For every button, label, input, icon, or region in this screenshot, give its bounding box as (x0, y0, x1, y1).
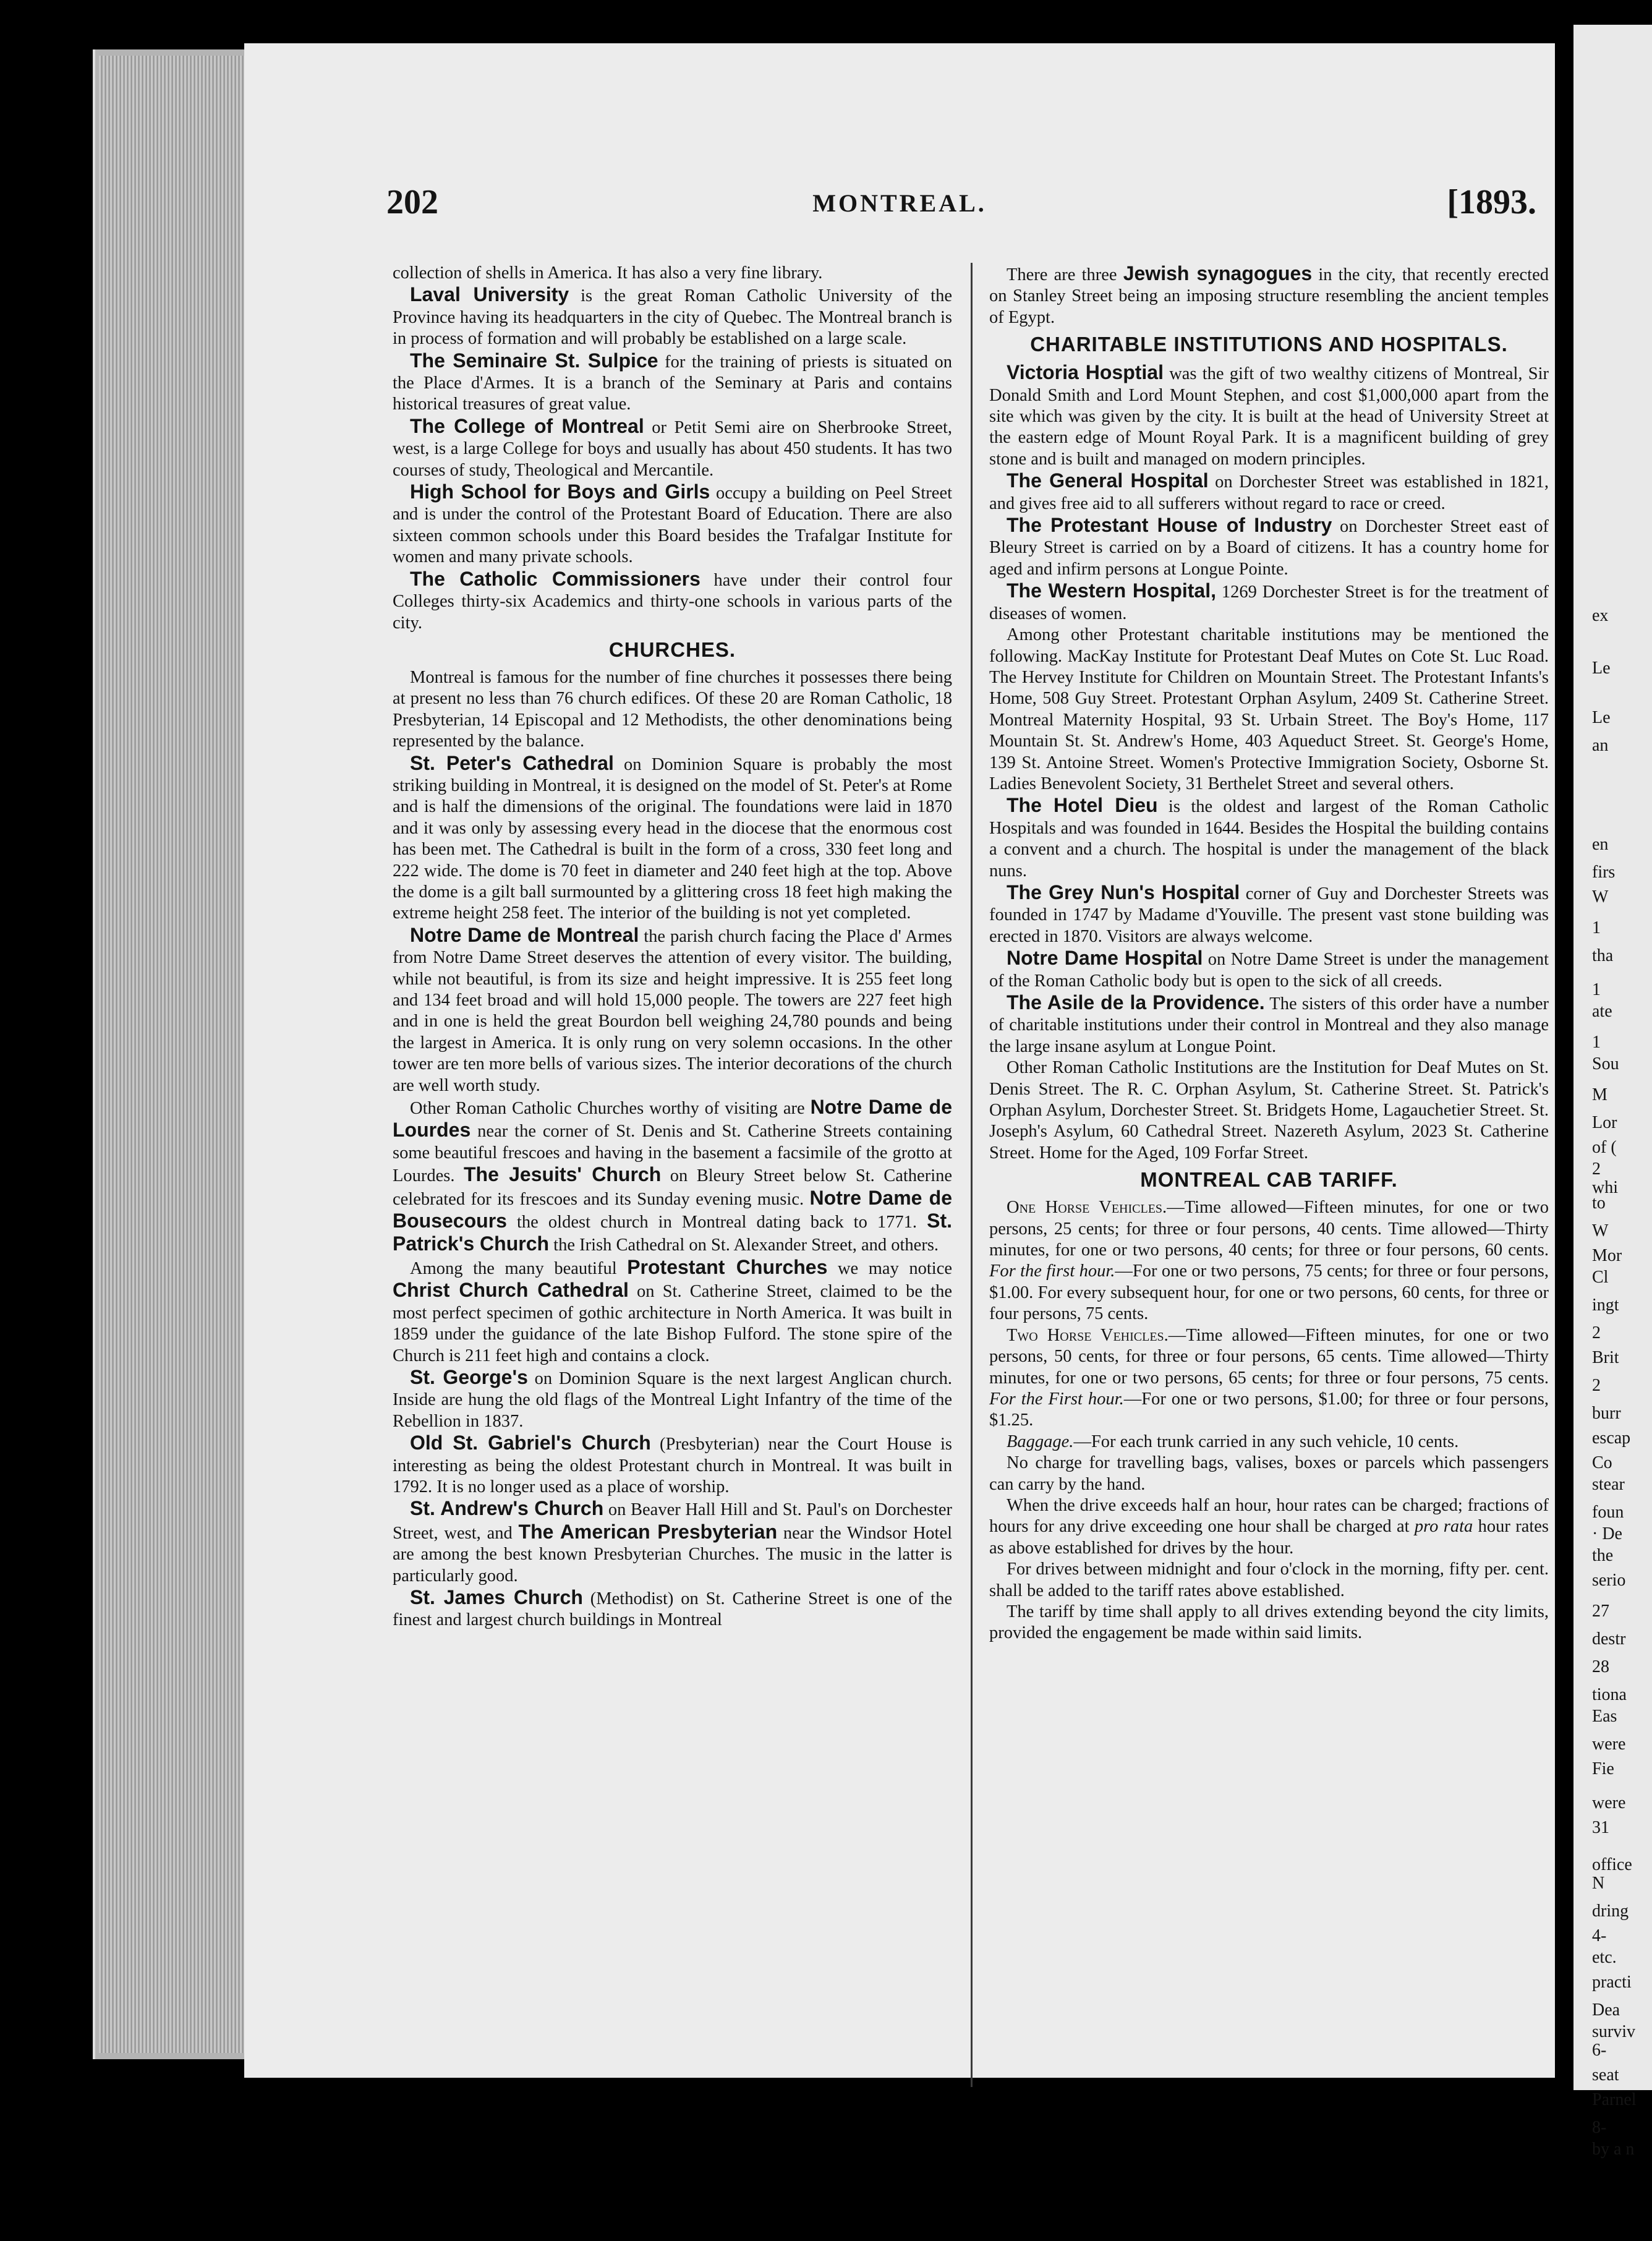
paragraph: Notre Dame Hospital on Notre Dame Street is under the management of the Roman Catholic body but is open to the sick of all creeds. (989, 947, 1549, 991)
facing-page-fragment: stear (1592, 1475, 1625, 1494)
paragraph: One Horse Vehicles.—Time allowed—Fifteen minutes, for one or two persons, 25 cents; for three or four persons, 40 cents. Time allowed—Thirty minutes, for one or two persons, 40 cents; for three or four persons, 60 cents. For the first hour.—For one or two persons, 75 cents; for three or four persons, $1.00. For every subsequent hour, for one or two persons, 60 cents, for three or four persons, 75 cents. (989, 1198, 1549, 1324)
paragraph: High School for Boys and Girls occupy a building on Peel Street and is under the control of the Protestant Board of Education. There are also sixteen common schools under this Board besides the Trafalgar Institute for women and many private schools. (393, 480, 953, 567)
paragraph: The Grey Nun's Hospital corner of Guy and Dorchester Streets was founded in 1747 by Madame d'Youville. The present vast stone building was erected in 1870. Visitors are always welcome. (989, 881, 1549, 946)
facing-page-fragment: W (1592, 887, 1609, 907)
paragraph: collection of shells in America. It has also a very fine library. (393, 263, 823, 283)
paragraph: Baggage.—For each trunk carried in any such vehicle, 10 cents. (1007, 1432, 1459, 1451)
paragraph: Montreal is famous for the number of fine churches it possesses there being at present no less than 76 church edifices. Of these 20 are Roman Catholic, 18 Presbyterian, 14 Episcopal and 12 Methodists, the other denominations being represented by the balance. (393, 667, 952, 751)
page-stack (99, 56, 253, 2053)
paragraph: St. Peter's Cathedral on Dominion Square is probably the most striking building in Montreal, it is designed on the model of St. Peter's at Rome and is half the dimensions of the original. The foundations were laid in 1870 and it was only by assessing every head in the diocese that the enormous cost has been met. The Cathedral is built in the form of a cross, 330 feet long and 222 wide. The dome is 70 feet in diameter and 240 feet high at the top. Above the dome is a gilt ball surmounted by a glittering cross 18 feet high making the extreme height 258 feet. The interior of the building is not yet completed. (393, 751, 952, 923)
paragraph: The tariff by time shall apply to all drives extending beyond the city limits, provided the engagement be made within said limits. (989, 1602, 1549, 1643)
paragraph: Among the many beautiful Protestant Churches we may notice Christ Church Cathedral on St. Catherine Street, claimed to be the most perfect specimen of gothic architecture in North America. It was built in 1859 under the guidance of the late Bishop Fulford. The stone spire of the Church is 211 feet high and contains a clock. (393, 1255, 953, 1365)
facing-page-fragment: Lor (1592, 1113, 1617, 1132)
paragraph: Old St. Gabriel's Church (Presbyterian) near the Court House is interesting as being the oldest Protestant church in Montreal. It was built in 1792. It is no longer used as a place of worship. (393, 1432, 952, 1496)
facing-page-fragment: 1 (1592, 918, 1601, 937)
facing-page-fragment: were (1592, 1793, 1626, 1812)
paragraph: The Hotel Dieu is the oldest and largest of the Roman Catholic Hospitals and was founded in 1644. Besides the Hospital the building contains a convent and a church. The hospital is under the management of the black nuns. (989, 794, 1549, 881)
paragraph: Two Horse Vehicles.—Time allowed—Fifteen minutes, for one or two persons, 50 cents, for three or four persons, 65 cents. Time allowed—Thirty minutes, for one or two persons, 65 cents; for three or four persons, 75 cents. For the First hour.—For one or two persons, $1.00; for three or four persons, $1.25. (989, 1325, 1549, 1430)
facing-page-fragment: Cl (1592, 1268, 1609, 1287)
paragraph: St. George's on Dominion Square is the next largest Anglican church. Inside are hung the old flags of the Montreal Light Infantry of the time of the Rebellion in 1837. (393, 1365, 952, 1431)
facing-page-fragment: of ( (1592, 1138, 1617, 1157)
facing-page-fragment: Fie (1592, 1759, 1614, 1778)
paragraph: The Seminaire St. Sulpice for the training of priests is situated on the Place d'Armes. It is a branch of the Seminary at Paris and contains historical treasures of great value. (393, 349, 953, 414)
facing-page-fragment: etc. (1592, 1948, 1617, 1967)
facing-page-fragment: 4- (1592, 1926, 1607, 1945)
facing-page-fragment: dring (1592, 1902, 1629, 1921)
page-number: 202 (386, 183, 438, 221)
facing-page-fragment: M (1592, 1085, 1607, 1104)
facing-page-fragment: escap (1592, 1428, 1631, 1448)
paragraph: St. James Church (Methodist) on St. Catherine Street is one of the finest and largest church buildings in Montreal (393, 1586, 953, 1630)
facing-page-fragment: Le (1592, 659, 1611, 678)
right-column (989, 263, 1549, 1644)
facing-page-fragment: W (1592, 1221, 1609, 1240)
facing-page-fragment: Sou (1592, 1054, 1619, 1074)
facing-page-fragment: tiona (1592, 1685, 1627, 1704)
column-rule (971, 263, 973, 2087)
facing-page-fragment: Brit (1592, 1348, 1619, 1367)
paragraph: No charge for travelling bags, valises, boxes or parcels which passengers can carry by the hand. (989, 1453, 1549, 1494)
facing-page-fragment: seat (1592, 2065, 1619, 2085)
facing-page-fragment: practi (1592, 1973, 1632, 1992)
facing-page-fragment: 28 (1592, 1657, 1609, 1676)
facing-page-fragment: Parnel (1592, 2090, 1637, 2109)
facing-page (1573, 25, 1652, 2159)
facing-page-fragment: 1 (1592, 1033, 1601, 1052)
facing-page-fragment: destr (1592, 1629, 1626, 1649)
running-head (244, 182, 1555, 238)
section-heading: MONTREAL CAB TARIFF. (1140, 1168, 1398, 1192)
facing-page-fragment: Dea (1592, 2000, 1620, 2020)
facing-page-fragment: Le (1592, 708, 1611, 727)
paragraph: The Protestant House of Industry on Dorchester Street east of Bleury Street is carried on by a Board of citizens. It has a country home for aged and infirm persons at Longue Pointe. (989, 514, 1549, 579)
facing-page-fragment: Eas (1592, 1707, 1617, 1726)
facing-page-fragment: by a n (1592, 2140, 1635, 2159)
paragraph: Notre Dame de Montreal the parish church facing the Place d' Armes from Notre Dame Street deserves the attention of every visitor. The building, while not beautiful, is from its size and height impressive. It is 255 feet long and 134 feet broad and will hold 15,000 people. The towers are 227 feet high and in one is held the great Bourdon bell weighing 24,780 pounds and being the largest in America. It is only rung on very solemn occasions. In the other tower are ten more bells of various sizes. The interior decorations of the church are well worth study. (393, 923, 953, 1095)
facing-page-fragment: 6- (1592, 2041, 1607, 2060)
facing-page-fragment: were (1592, 1735, 1626, 1754)
facing-page-fragment: whi (1592, 1178, 1618, 1197)
facing-page-fragment: · De (1592, 1524, 1622, 1543)
facing-page-fragment: Mor (1592, 1246, 1622, 1265)
facing-page-fragment: ate (1592, 1002, 1612, 1021)
facing-page-fragment: 1 (1592, 980, 1601, 999)
section-heading: CHARITABLE INSTITUTIONS AND HOSPITALS. (1030, 333, 1508, 356)
paragraph: When the drive exceeds half an hour, hour rates can be charged; fractions of hours for any drive exceeding one hour shall be charged at pro rata hour rates as above established for drives by the hour. (989, 1495, 1549, 1558)
paragraph: The College of Montreal or Petit Semi aire on Sherbrooke Street, west, is a large College for boys and usually has about 450 students. It has two courses of study, Theological and Mercantile. (393, 414, 953, 480)
facing-page-fragment: 2 (1592, 1159, 1601, 1179)
paragraph: Other Roman Catholic Institutions are the Institution for Deaf Mutes on St. Denis Street. The R. C. Orphan Asylum, St. Catherine Street. St. Patrick's Orphan Asylum, Dorchester Street. St. Bridgets Home, Lagauchetier Street. St. Joseph's Asylum, 60 Cathedral Street. Nazereth Asylum, 2023 St. Catherine Street. Home for the Aged, 109 Forfar Street. (989, 1058, 1549, 1163)
facing-page-fragment: Co (1592, 1453, 1612, 1472)
facing-page-fragment: foun (1592, 1503, 1624, 1522)
paragraph: Victoria Hosptial was the gift of two wealthy citizens of Montreal, Sir Donald Smith and Lord Mount Stephen, and cost $1,000,000 apart from the site which was given by the city. It is built at the head of University Street at the eastern edge of Mount Royal Park. It is a magnificent building of grey stone and is built and managed on modern principles. (989, 361, 1549, 469)
facing-page-fragment: 2 (1592, 1376, 1601, 1395)
facing-page-fragment: ingt (1592, 1296, 1619, 1315)
facing-page-fragment: serio (1592, 1571, 1626, 1590)
left-column (393, 263, 952, 1631)
facing-page-fragment: burr (1592, 1404, 1621, 1423)
facing-page-fragment: N (1592, 1874, 1605, 1893)
paragraph: St. Andrew's Church on Beaver Hall Hill and St. Paul's on Dorchester Street, west, and The American Presbyterian near the Windsor Hotel are among the best known Presbyterian Churches. The music in the latter is particularly good. (393, 1497, 953, 1586)
facing-page-fragment: tha (1592, 946, 1614, 965)
paragraph: The General Hospital on Dorchester Street was established in 1821, and gives free aid to all sufferers without regard to race or creed. (989, 469, 1549, 513)
facing-page-fragment: ex (1592, 606, 1609, 625)
running-title: MONTREAL. (812, 189, 987, 217)
paragraph: The Catholic Commissioners have under their control four Colleges thirty-six Academics and thirty-one schools in various parts of the city. (393, 567, 953, 633)
paragraph: There are three Jewish synagogues in the city, that recently erected on Stanley Street being an imposing structure resembling the ancient temples of Egypt. (989, 262, 1549, 327)
section-heading: CHURCHES. (608, 638, 736, 661)
facing-page-fragment: 8- (1592, 2118, 1607, 2137)
facing-page-fragment: 31 (1592, 1818, 1609, 1837)
facing-page-fragment: firs (1592, 863, 1616, 882)
year-mark: [1893. (1447, 183, 1536, 221)
facing-page-fragment: en (1592, 835, 1609, 854)
paragraph: For drives between midnight and four o'clock in the morning, fifty per. cent. shall be added to the tariff rates above established. (989, 1560, 1549, 1600)
facing-page-fragment: an (1592, 736, 1609, 755)
paragraph: The Asile de la Providence. The sisters of this order have a number of charitable institutions under their control in Montreal and they also manage the large insane asylum at Longue Point. (989, 991, 1549, 1056)
book-page (244, 43, 1555, 2078)
facing-page-fragment: surviv (1592, 2022, 1635, 2041)
paragraph: Other Roman Catholic Churches worthy of visiting are Notre Dame de Lourdes near the corner of St. Denis and St. Catherine Streets containing some beautiful frescoes and having in the basement a facsimile of the grotto at Lourdes. The Jesuits' Church on Bleury Street below St. Catherine celebrated for its frescoes and its Sunday evening music. Notre Dame de Bousecours the oldest church in Montreal dating back to 1771. St. Patrick's Church the Irish Cathedral on St. Alexander Street, and others. (393, 1096, 953, 1255)
paragraph: The Western Hospital, 1269 Dorchester Street is for the treatment of diseases of women. (989, 579, 1549, 623)
facing-page-fragment: 27 (1592, 1602, 1609, 1621)
facing-page-fragment: the (1592, 1546, 1614, 1565)
facing-page-fragment: 2 (1592, 1323, 1601, 1342)
paragraph: Laval University is the great Roman Catholic University of the Province having its headquarters in the city of Quebec. The Montreal branch is in process of formation and will probably be established on a large scale. (393, 283, 952, 349)
facing-page-fragment: to (1592, 1193, 1606, 1213)
facing-page-fragment: office (1592, 1855, 1632, 1874)
paragraph: Among other Protestant charitable institutions may be mentioned the following. MacKay Institute for Protestant Deaf Mutes on Cote St. Luc Road. The Hervey Institute for Children on Mountain Street. The Protestant Infants's Home, 508 Guy Street. Protestant Orphan Asylum, 2409 St. Catherine Street. Montreal Maternity Hospital, 93 St. Urbain Street. The Boy's Home, 117 Mountain St. St. Andrew's Home, 403 Aqueduct Street. St. George's Home, 139 St. Antoine Street. Women's Protective Immigration Society, Osborne St. Ladies Benevolent Society, 31 Berthelet Street and several others. (989, 625, 1549, 793)
